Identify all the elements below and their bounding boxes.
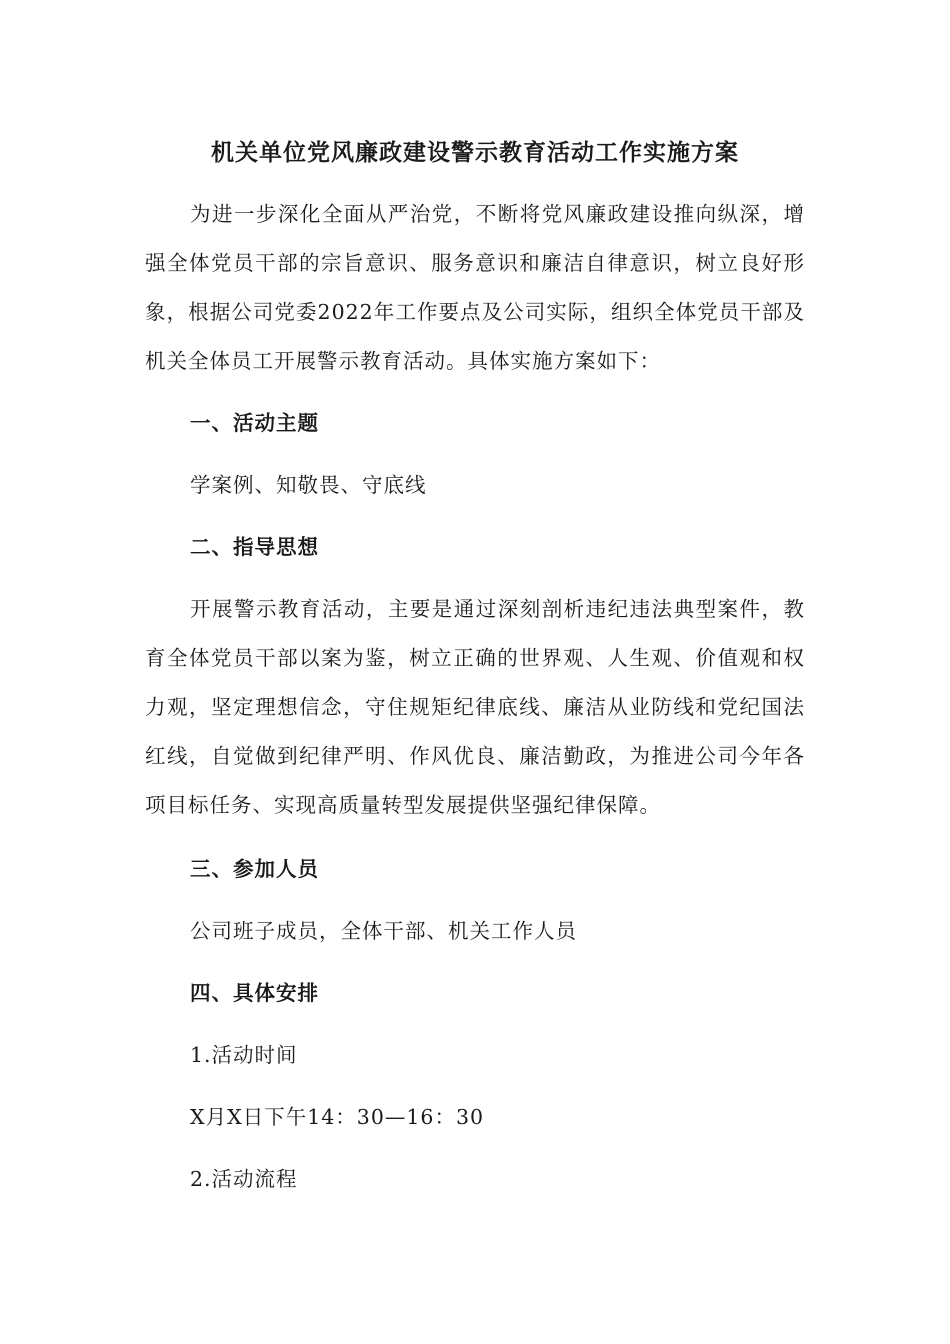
section-content-guiding-ideology: 开展警示教育活动，主要是通过深刻剖析违纪违法典型案件，教育全体党员干部以案为鉴，树立正确的世界观、人生观、价值观和权力观，坚定理想信念，守住规矩纪律底线、廉洁从业防线和党纪国法红线，自觉做到纪律严明、作风优良、廉洁勤政，为推进公司今年各项目标任务、实现高质量转型发展提供坚强纪律保障。 bbox=[145, 597, 805, 817]
section-content-theme: 学案例、知敬畏、守底线 bbox=[190, 473, 427, 497]
arrangement-item-time-label: 1.活动时间 bbox=[190, 1043, 298, 1067]
section-heading-guiding-ideology: 二、指导思想 bbox=[190, 535, 319, 559]
arrangement-item-process-label: 2.活动流程 bbox=[190, 1167, 298, 1191]
section-heading-theme: 一、活动主题 bbox=[190, 411, 319, 435]
document-title: 机关单位党风廉政建设警示教育活动工作实施方案 bbox=[211, 139, 739, 166]
section-heading-participants: 三、参加人员 bbox=[190, 857, 319, 881]
intro-paragraph: 为进一步深化全面从严治党，不断将党风廉政建设推向纵深，增强全体党员干部的宗旨意识、服务意识和廉洁自律意识，树立良好形象，根据公司党委2022年工作要点及公司实际，组织全体党员干部及机关全体员工开展警示教育活动。具体实施方案如下： bbox=[145, 202, 805, 373]
section-heading-arrangements: 四、具体安排 bbox=[190, 981, 319, 1005]
section-content-participants: 公司班子成员，全体干部、机关工作人员 bbox=[190, 919, 577, 943]
arrangement-item-time-value: X月X日下午14：30—16：30 bbox=[190, 1105, 485, 1129]
